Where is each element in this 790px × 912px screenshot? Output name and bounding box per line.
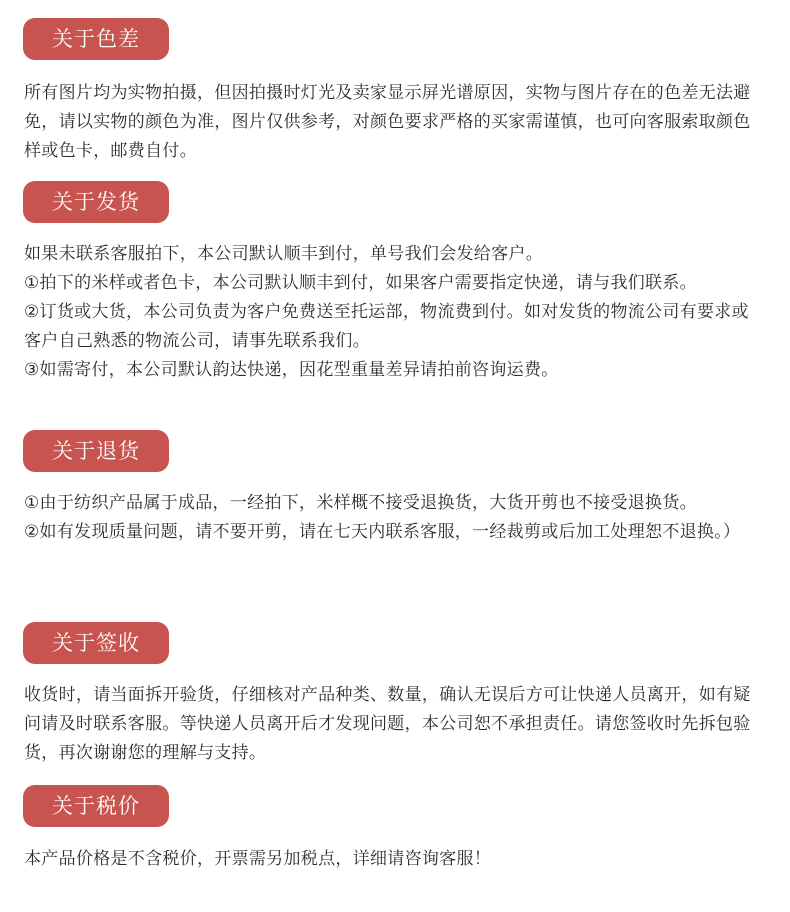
paragraph: 所有图片均为实物拍摄，但因拍摄时灯光及卖家显示屏光谱原因，实物与图片存在的色差无法避免，请以实物的颜色为准，图片仅供参考，对颜色要求严格的买家需谨慎，也可向客服索取颜色样或色卡，邮费自付。	[24, 83, 751, 161]
section-body	[24, 845, 754, 874]
section-body	[24, 489, 754, 547]
paragraph: ②如有发现质量问题，请不要开剪，请在七天内联系客服，一经裁剪或后加工处理恕不退换。）	[24, 522, 741, 542]
section-body	[24, 240, 754, 385]
paragraph: 如果未联系客服拍下，本公司默认顺丰到付，单号我们会发给客户。	[24, 244, 543, 264]
paragraph: 收货时，请当面拆开验货，仔细核对产品种类、数量，确认无误后方可让快递人员离开，如有疑问请及时联系客服。等快递人员离开后才发现问题，本公司恕不承担责任。请您签收时先拆包验货，再次谢谢您的理解与支持。	[24, 685, 751, 763]
paragraph: ③如需寄付，本公司默认韵达快递，因花型重量差异请拍前咨询运费。	[24, 360, 559, 380]
section-title-badge: 关于退货	[23, 430, 169, 472]
section-body	[24, 681, 754, 768]
paragraph: ①由于纺织产品属于成品，一经拍下，米样概不接受退换货，大货开剪也不接受退换货。	[24, 493, 697, 513]
section-title-badge: 关于签收	[23, 622, 169, 664]
section-title-badge: 关于发货	[23, 181, 169, 223]
paragraph: ①拍下的米样或者色卡，本公司默认顺丰到付，如果客户需要指定快递，请与我们联系。	[24, 273, 697, 293]
section-title-badge: 关于色差	[23, 18, 169, 60]
section-body	[24, 79, 754, 166]
section-title-badge: 关于税价	[23, 785, 169, 827]
paragraph: ②订货或大货，本公司负责为客户免费送至托运部，物流费到付。如对发货的物流公司有要求或客户自己熟悉的物流公司，请事先联系我们。	[24, 302, 749, 351]
paragraph: 本产品价格是不含税价，开票需另加税点，详细请咨询客服！	[24, 849, 492, 869]
